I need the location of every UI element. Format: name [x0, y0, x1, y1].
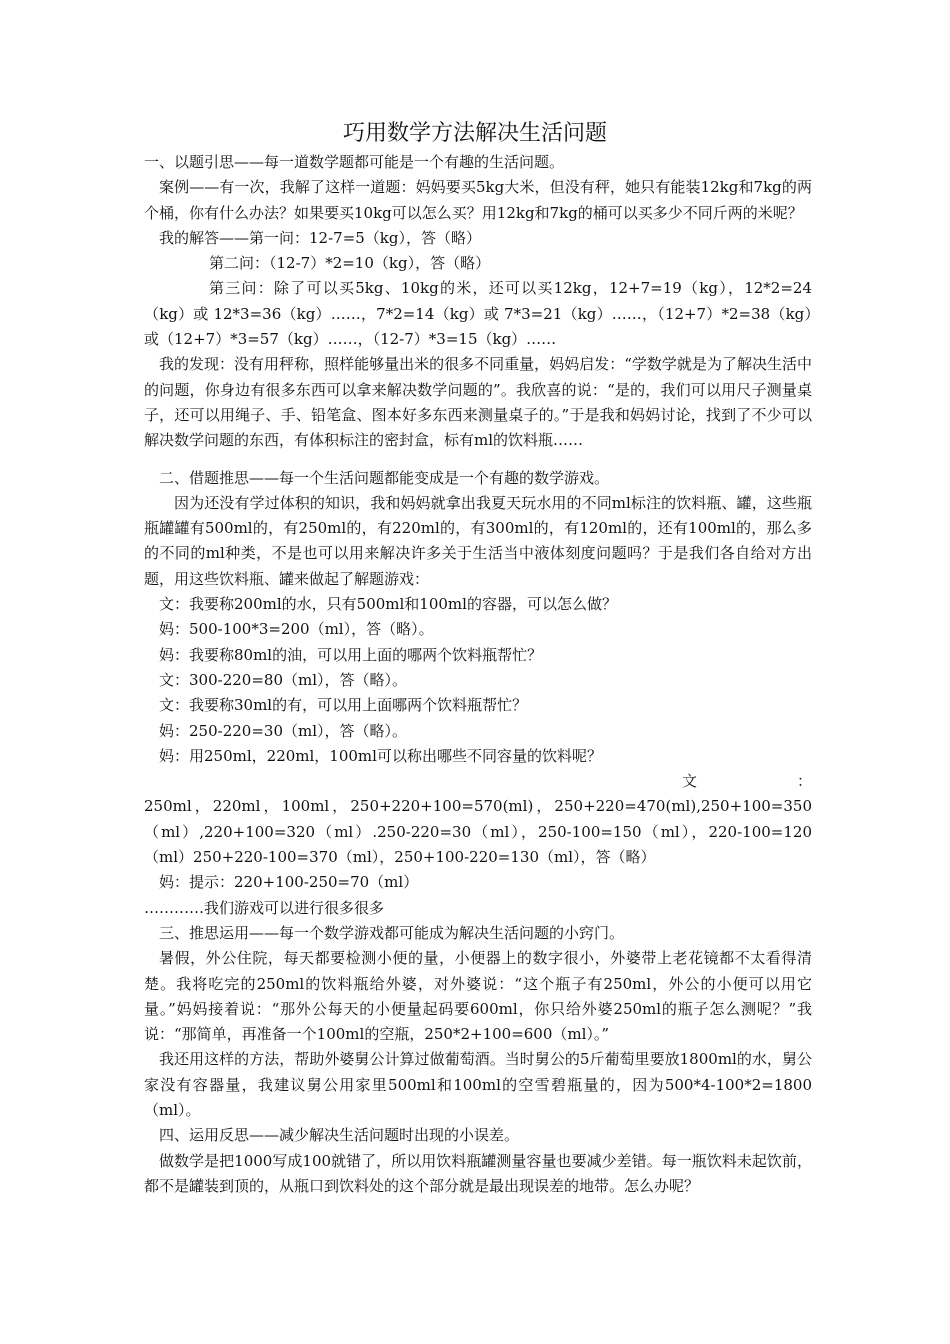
section-heading-4: 四、运用反思——减少解决生活问题时出现的小误差。 — [159, 1126, 520, 1145]
speaker-label: 文 — [681, 772, 697, 791]
section-heading-1: 一、以题引思——每一道数学题都可能是一个有趣的生活问题。 — [144, 153, 565, 171]
paragraph-bottles: 因为还没有学过体积的知识，我和妈妈就拿出我夏天玩水用的不同ml标注的饮料瓶、罐，这些瓶瓶罐罐有500ml的，有250ml的，有220ml的，有300ml的，有120ml的，还有100ml的，那么多的不同的ml种类，不是也可以用来解决许多关于生活当中液体刻度问题吗？于是我们各自给对方出题，用这些饮料瓶、罐来做起了解题游戏： — [144, 493, 812, 588]
paragraph-wine: 我还用这样的方法，帮助外婆舅公计算过做葡萄酒。当时舅公的5斤葡萄里要放1800ml的水，舅公家没有容器量，我建议舅公用家里500ml和100ml的空雪碧瓶量的，因为500*4-100*2=1800（ml）。 — [144, 1050, 812, 1119]
dialogue-answer-list: 250ml，220ml，100ml，250+220+100=570(ml)，250+220=470(ml),250+100=350（ml）,220+100=320（ml）.250-220=30（ml），250-100=150（ml），220-100=120（ml）250+220-100=370（ml），250+100-220=130（ml），答（略） — [144, 797, 812, 867]
section-heading-3: 三、推思运用——每一个数学游戏都可能成为解决生活问题的小窍门。 — [159, 923, 625, 942]
dialogue-line: …………我们游戏可以进行很多很多 — [144, 898, 385, 917]
paragraph-case: 案例——有一次，我解了这样一道题：妈妈要买5kg大米，但没有秤，她只有能装12kg和7kg的两个桶，你有什么办法？如果要买10kg可以怎么买？用12kg和7kg的桶可以买多少不同斤两的米呢？ — [144, 178, 812, 222]
document-title: 巧用数学方法解决生活问题 — [342, 121, 607, 146]
dialogue-line: 妈：250-220=30（ml），答（略）。 — [159, 721, 408, 740]
paragraph-summer: 暑假，外公住院，每天都要检测小便的量，小便器上的数字很小，外婆带上老花镜都不太看得清楚。我将吃完的250ml的饮料瓶给外婆，对外婆说：“这个瓶子有250ml，外公的小便可以用它量。”妈妈接着说：“那外公每天的小便量起码要600ml，你只给外婆250ml的瓶子怎么测呢？”我说：“那简单，再准备一个100ml的空瓶，250*2+100=600（ml）。” — [144, 949, 812, 1044]
dialogue-line: 妈：用250ml，220ml，100ml可以称出哪些不同容量的饮料呢？ — [159, 746, 602, 765]
section-heading-2: 二、借题推思——每一个生活问题都能变成是一个有趣的数学游戏。 — [159, 468, 610, 487]
paragraph-error: 做数学是把1000写成100就错了，所以用饮料瓶罐测量容量也要减少差错。每一瓶饮料未起饮前，都不是罐装到顶的，从瓶口到饮料处的这个部分就是最出现误差的地带。怎么办呢？ — [144, 1151, 812, 1195]
dialogue-line: 文：300-220=80（ml），答（略）。 — [159, 670, 408, 689]
document-body — [144, 150, 812, 1199]
dialogue-speaker-row — [144, 769, 812, 794]
speaker-colon: ： — [796, 772, 812, 791]
paragraph-answer-3: 第三问：除了可以买5kg、10kg的米，还可以买12kg，12+7=19（kg），12*2=24（kg）或 12*3=36（kg）……，7*2=14（kg）或 7*3=21（kg）……，（12+7）*2=38（kg）或（12+7）*3=57（kg）……，（12-7）*3=15（kg）…… — [144, 279, 812, 349]
dialogue-line: 妈：500-100*3=200（ml），答（略）。 — [159, 620, 434, 639]
paragraph-answer-1: 我的解答——第一问：12-7=5（kg），答（略） — [159, 228, 482, 247]
paragraph-discovery: 我的发现：没有用秤称，照样能够量出米的很多不同重量，妈妈启发：“学数学就是为了解决生活中的问题，你身边有很多东西可以拿来解决数学问题的”。我欣喜的说：“是的，我们可以用尺子测量桌子，还可以用绳子、手、铅笔盒、图本好多东西来测量桌子的。”于是我和妈妈讨论，找到了不少可以解决数学问题的东西，有体积标注的密封盒，标有ml的饮料瓶…… — [144, 355, 812, 450]
dialogue-line: 妈：我要称80ml的油，可以用上面的哪两个饮料瓶帮忙？ — [159, 645, 543, 664]
spacer — [144, 454, 812, 466]
paragraph-answer-2: 第二问：（12-7）*2=10（kg），答（略） — [209, 254, 491, 273]
dialogue-line: 文：我要称30ml的有，可以用上面哪两个饮料瓶帮忙？ — [159, 696, 528, 715]
dialogue-line: 文：我要称200ml的水，只有500ml和100ml的容器，可以怎么做？ — [159, 595, 617, 614]
dialogue-line: 妈：提示：220+100-250=70（ml） — [159, 873, 419, 892]
